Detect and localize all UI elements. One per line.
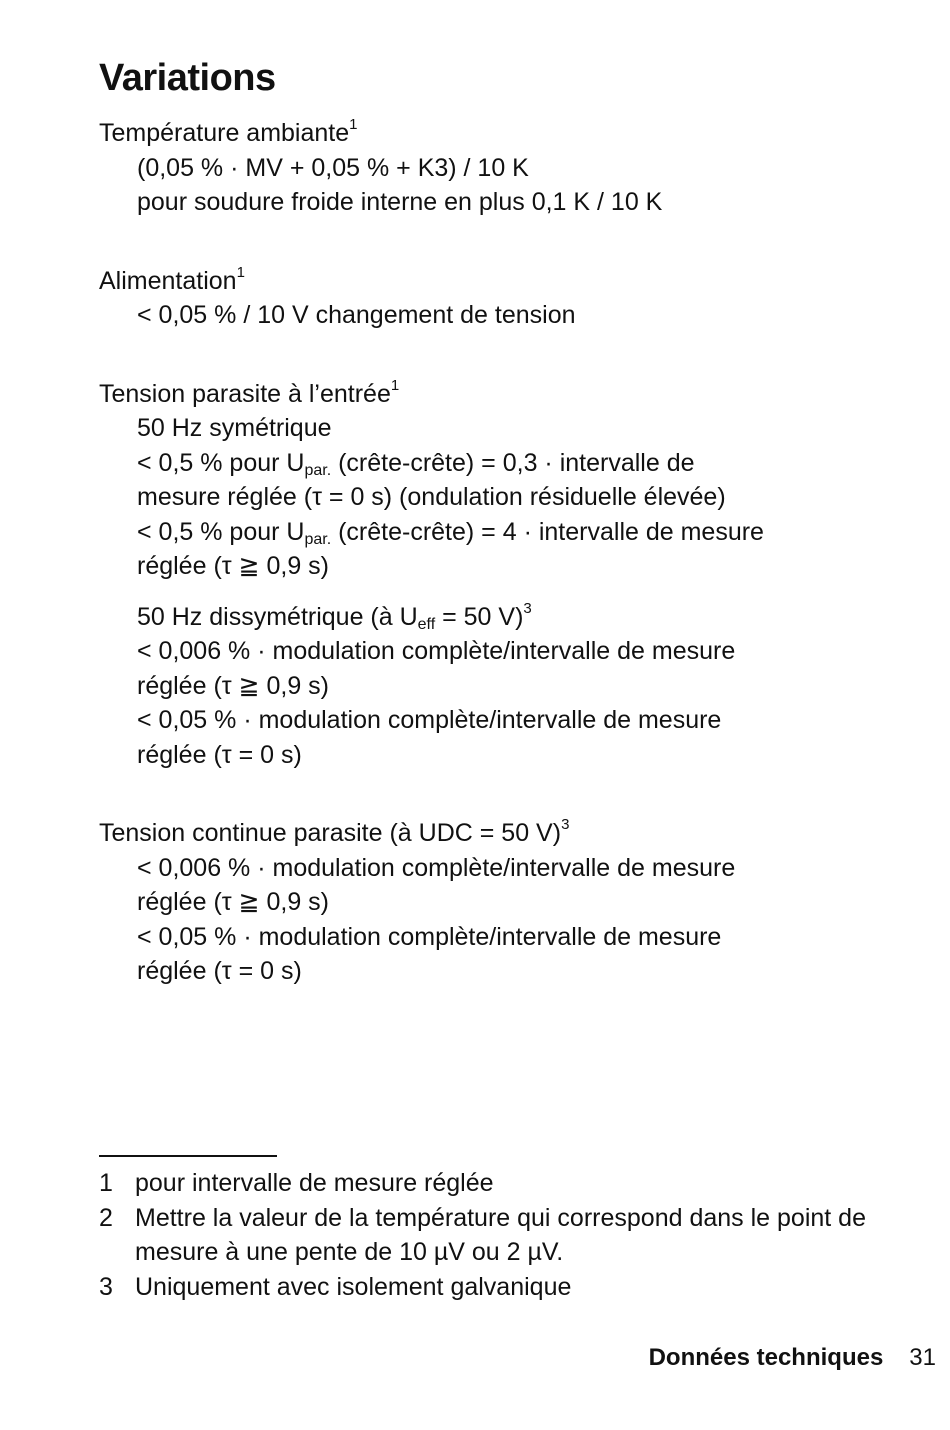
footnote-item <box>99 1166 929 1201</box>
page-number: 31 <box>909 1344 936 1371</box>
footnote-item <box>99 1270 929 1305</box>
spec-line: < 0,05 % · modulation complète/intervalle de mesure <box>137 706 722 734</box>
section-ambient-temperature <box>99 116 929 220</box>
content-body <box>99 116 929 989</box>
footnote-ref: 1 <box>390 376 400 394</box>
section-heading <box>99 116 929 151</box>
footnote-number: 2 <box>99 1203 113 1232</box>
footnote-text: pour intervalle de mesure réglée <box>135 1169 494 1197</box>
section-heading-text: Température ambiante <box>99 119 350 147</box>
spec-line: < 0,006 % · modulation complète/intervalle de mesure <box>137 637 736 665</box>
asymmetric-block <box>99 600 929 773</box>
spec-line: < 0,05 % / 10 V changement de tension <box>137 301 576 329</box>
spec-line: < 0,006 % · modulation complète/intervalle de mesure <box>137 853 736 882</box>
spec-line: réglée (τ = 0 s) <box>137 957 302 985</box>
section-heading <box>99 264 929 299</box>
footnote-ref: 3 <box>523 599 532 617</box>
symmetric-block <box>99 411 929 584</box>
footnote-item <box>99 1201 929 1270</box>
footnote-text: Uniquement avec isolement galvanique <box>135 1272 572 1301</box>
section-heading <box>99 377 929 412</box>
section-heading-text: Tension continue parasite (à UDC = 50 V) <box>99 819 562 847</box>
section-dc-interference <box>99 816 929 989</box>
spec-line: réglée (τ ≧ 0,9 s) <box>137 552 330 580</box>
footnotes <box>99 1166 929 1304</box>
spec-line: mesure réglée (τ = 0 s) (ondulation résiduelle élevée) <box>137 483 726 511</box>
section-power-supply <box>99 264 929 333</box>
section-input-interference <box>99 377 929 773</box>
footnote-ref: 1 <box>349 116 358 133</box>
footnote-ref: 1 <box>236 263 245 281</box>
spec-line: < 0,5 % pour $U_{par.}$ (crête-crête) = 4 · intervalle de mesure <box>137 517 764 548</box>
section-heading-text: Alimentation <box>99 266 237 295</box>
page-title: Variations <box>99 57 276 99</box>
section-heading-text: Tension parasite à l’entrée <box>99 379 391 408</box>
section-heading <box>99 816 929 851</box>
spec-line: réglée (τ = 0 s) <box>137 740 302 769</box>
spec-line: < 0,05 % · modulation complète/intervalle de mesure <box>137 922 722 951</box>
footnote-text: Mettre la valeur de la température qui correspond dans le point de mesure à une pente de 10 µV ou 2 µV. <box>135 1203 866 1266</box>
spec-line: pour soudure froide interne en plus 0,1 K / 10 K <box>137 188 663 216</box>
subsection-title: 50 Hz symétrique <box>137 414 332 442</box>
subsection-title: 50 Hz dissymétrique (à $U_{eff} = 50$ V)$^3$ <box>137 599 532 633</box>
spec-line: (0,05 % · MV + 0,05 % + K3) / 10 K <box>137 153 529 182</box>
footnote-divider <box>99 1155 277 1157</box>
footnote-ref: 3 <box>561 816 570 833</box>
spec-line: réglée (τ ≧ 0,9 s) <box>137 888 330 916</box>
spec-line: < 0,5 % pour $U_{par.}$ (crête-crête) = 0,3 · intervalle de <box>137 448 695 479</box>
footer-section-label: Données techniques <box>648 1344 884 1371</box>
page-footer <box>649 1344 936 1372</box>
footnote-number: 3 <box>99 1272 113 1301</box>
footnote-number: 1 <box>99 1169 113 1197</box>
spec-line: réglée (τ ≧ 0,9 s) <box>137 671 330 700</box>
